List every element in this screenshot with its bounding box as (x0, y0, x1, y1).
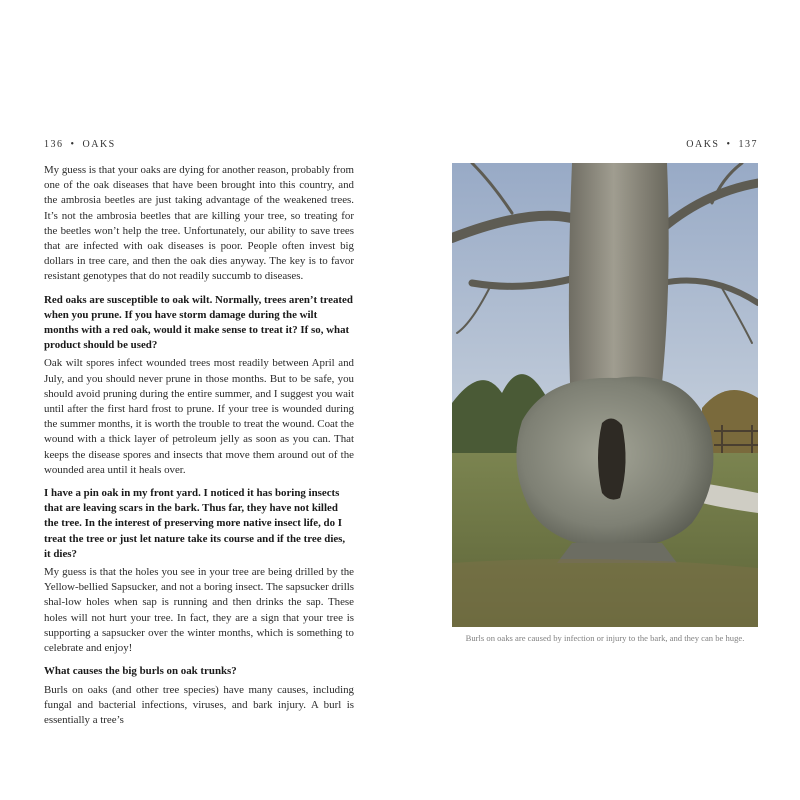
running-head-right (686, 139, 758, 150)
bullet-separator: • (70, 139, 76, 150)
page-number-left: 136 (44, 139, 64, 150)
question-heading: What causes the big burls on oak trunks? (44, 665, 237, 678)
photo-caption: Burls on oaks are caused by infection or injury to the bark, and they can be huge. (465, 633, 745, 643)
leaf-litter (452, 559, 758, 627)
question-heading: I have a pin oak in my front yard. I noticed it has boring insects that are leaving scars in the bark. Thus far, they have not killed the tree. In the interest of preserving more native insect life, do I treat the tree or just let nature take its course and if the tree dies, it dies? (44, 487, 346, 560)
body-text (44, 163, 354, 736)
answer-paragraph: My guess is that the holes you see in your tree are being drilled by the Yellow-bellied Sapsucker, and not a boring insect. The sapsucker drills shal-low holes when sap is running and then drinks the sap. These holes will not hurt your tree. In fact, they are a sign that your tree is supporting a sapsucker over the winter months, which is something to celebrate and enjoy! (44, 566, 354, 655)
answer-paragraph: Burls on oaks (and other tree species) have many causes, including fungal and bacterial infections, viruses, and bark injury. A burl is essentially a tree’s (44, 683, 354, 726)
burl-cavity (598, 418, 626, 499)
running-head-title-right: OAKS (686, 139, 720, 150)
burl-oak-illustration (452, 163, 758, 627)
answer-paragraph: Oak wilt spores infect wounded trees most readily between April and July, and you should never prune in those months. But to be safe, you should avoid pruning during the entire summer, and I suggest you wait until after the first hard frost to prune. If your tree is wounded during the summer months, it is worth the trouble to treat the wound. Coat the wound with a thick layer of petroleum jelly as soon as you can. That keeps the disease spores and insects that move them around out of the wounded area until it heals over. (44, 357, 354, 476)
page-number-right: 137 (738, 139, 758, 150)
question-heading: Red oaks are susceptible to oak wilt. Normally, trees aren’t treated when you prune. If you have storm damage during the wilt months with a red oak, would it make sense to treat it? If so, what product should be used? (44, 293, 353, 352)
answer-paragraph: My guess is that your oaks are dying for another reason, probably from one of the oak diseases that have been brought into this country, and the ambrosia beetles are just taking advantage of the weakened trees. It’s not the ambrosia beetles that are killing your tree, so treating for the beetles won’t help the tree. Unfortunately, our ability to save trees that are infected with oak diseases is poor. People often invest big dollars in tree care, and then the oak dies anyway. The key is to favor resistant genotypes that do not readily succumb to diseases. (44, 164, 355, 283)
burl-oak-photo (452, 163, 758, 627)
running-head-left (44, 139, 116, 150)
trunk (569, 163, 669, 383)
running-head-title-left: OAKS (82, 139, 116, 150)
bullet-separator: • (726, 139, 732, 150)
